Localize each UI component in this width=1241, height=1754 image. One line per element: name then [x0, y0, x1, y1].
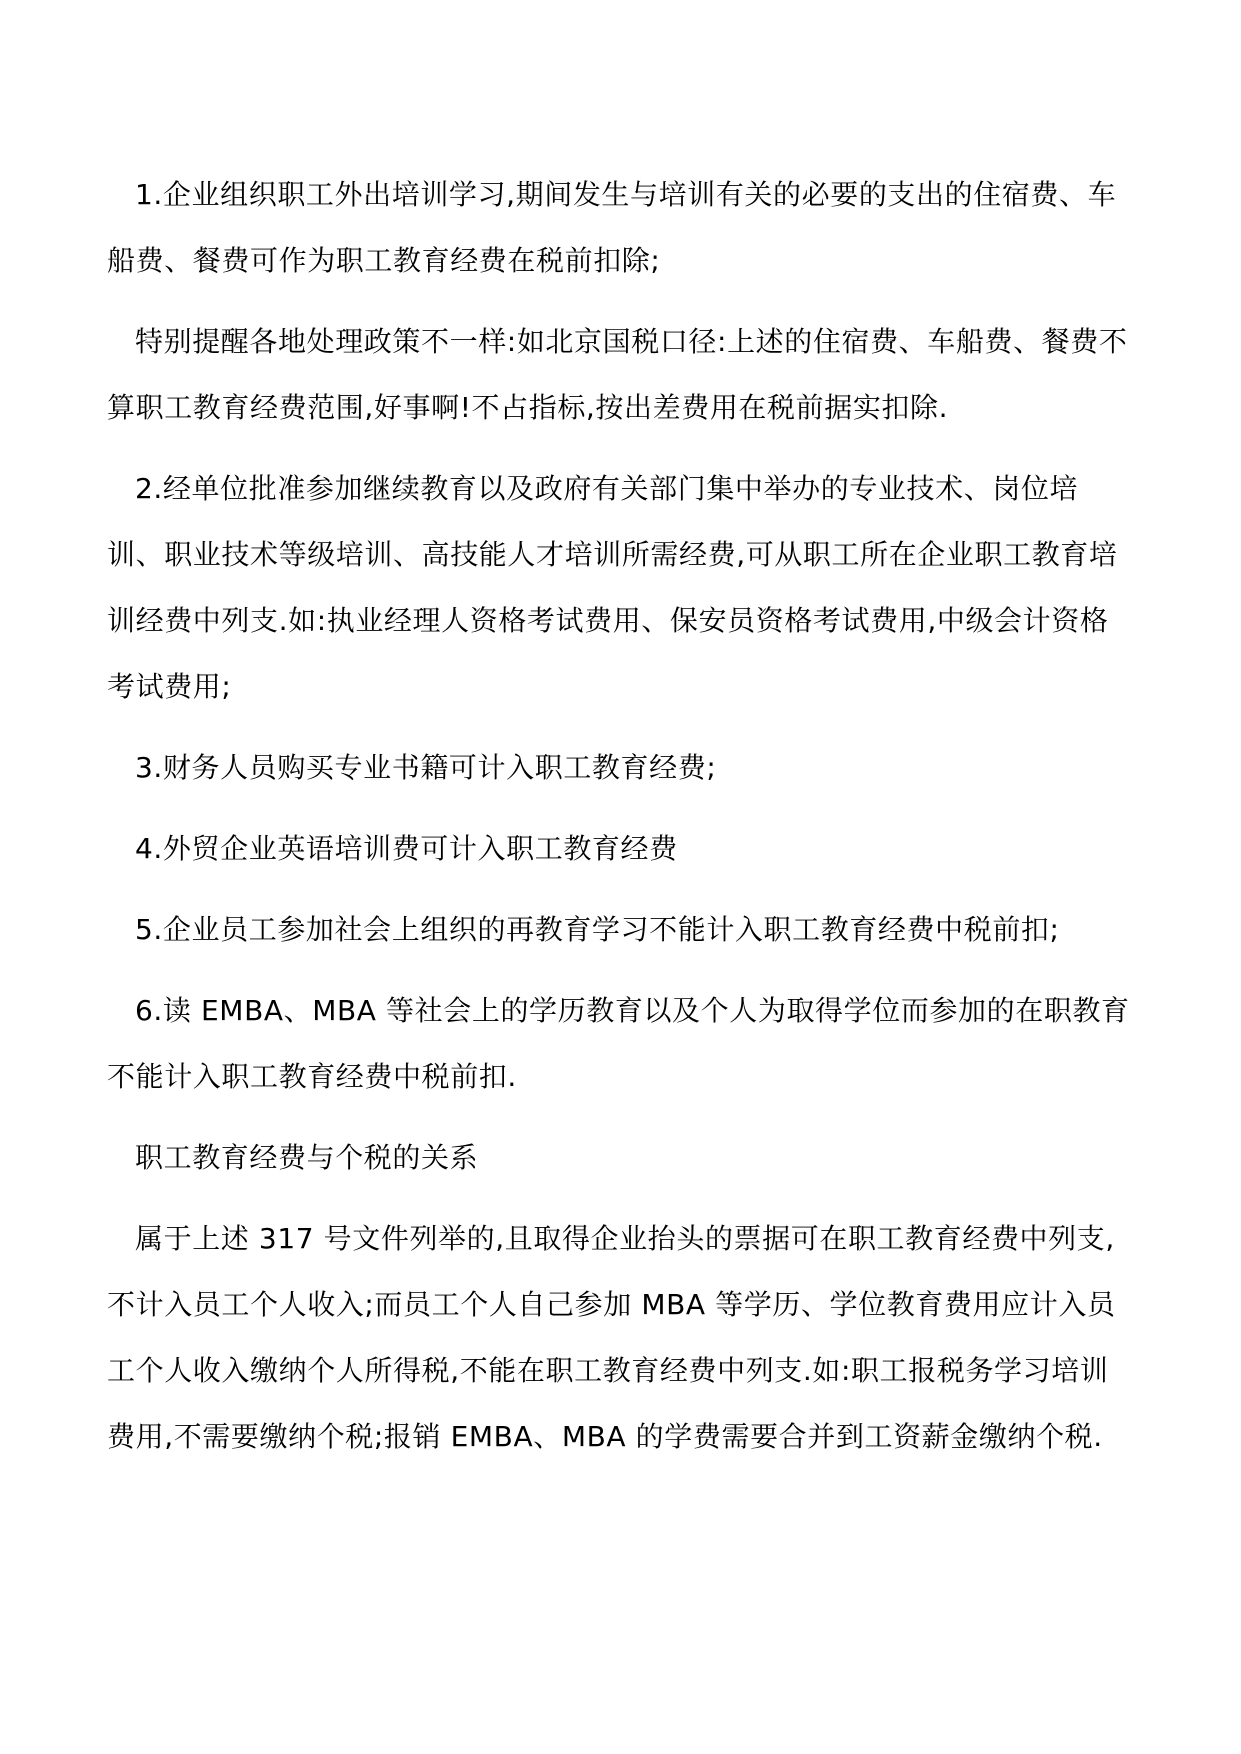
section-heading: 职工教育经费与个税的关系: [135, 1141, 479, 1174]
paragraph-item-5: 5.企业员工参加社会上组织的再教育学习不能计入职工教育经费中税前扣;: [135, 913, 1060, 946]
paragraph-item-4: 4.外贸企业英语培训费可计入职工教育经费: [135, 832, 678, 865]
document-body: [107, 162, 1135, 1485]
paragraph-item-1: 1.企业组织职工外出培训学习,期间发生与培训有关的必要的支出的住宿费、车船费、餐费可作为职工教育经费在税前扣除;: [107, 178, 1117, 277]
paragraph-item-2: 2.经单位批准参加继续教育以及政府有关部门集中举办的专业技术、岗位培训、职业技术等级培训、高技能人才培训所需经费,可从职工所在企业职工教育培训经费中列支.如:执业经理人资格考试费用、保安员资格考试费用,中级会计资格考试费用;: [107, 472, 1118, 703]
paragraph-item-3: 3.财务人员购买专业书籍可计入职工教育经费;: [135, 751, 717, 784]
paragraph-item-6: 6.读 EMBA、MBA 等社会上的学历教育以及个人为取得学位而参加的在职教育不能计入职工教育经费中税前扣.: [107, 994, 1130, 1093]
paragraph-tax-relation: 属于上述 317 号文件列举的,且取得企业抬头的票据可在职工教育经费中列支,不计入员工个人收入;而员工个人自己参加 MBA 等学历、学位教育费用应计入员工个人收入缴纳个人所得税,不能在职工教育经费中列支.如:职工报税务学习培训费用,不需要缴纳个税;报销 EMBA、MBA 的学费需要合并到工资薪金缴纳个税.: [107, 1222, 1116, 1453]
paragraph-beijing-note: 特别提醒各地处理政策不一样:如北京国税口径:上述的住宿费、车船费、餐费不算职工教育经费范围,好事啊!不占指标,按出差费用在税前据实扣除.: [107, 325, 1128, 424]
